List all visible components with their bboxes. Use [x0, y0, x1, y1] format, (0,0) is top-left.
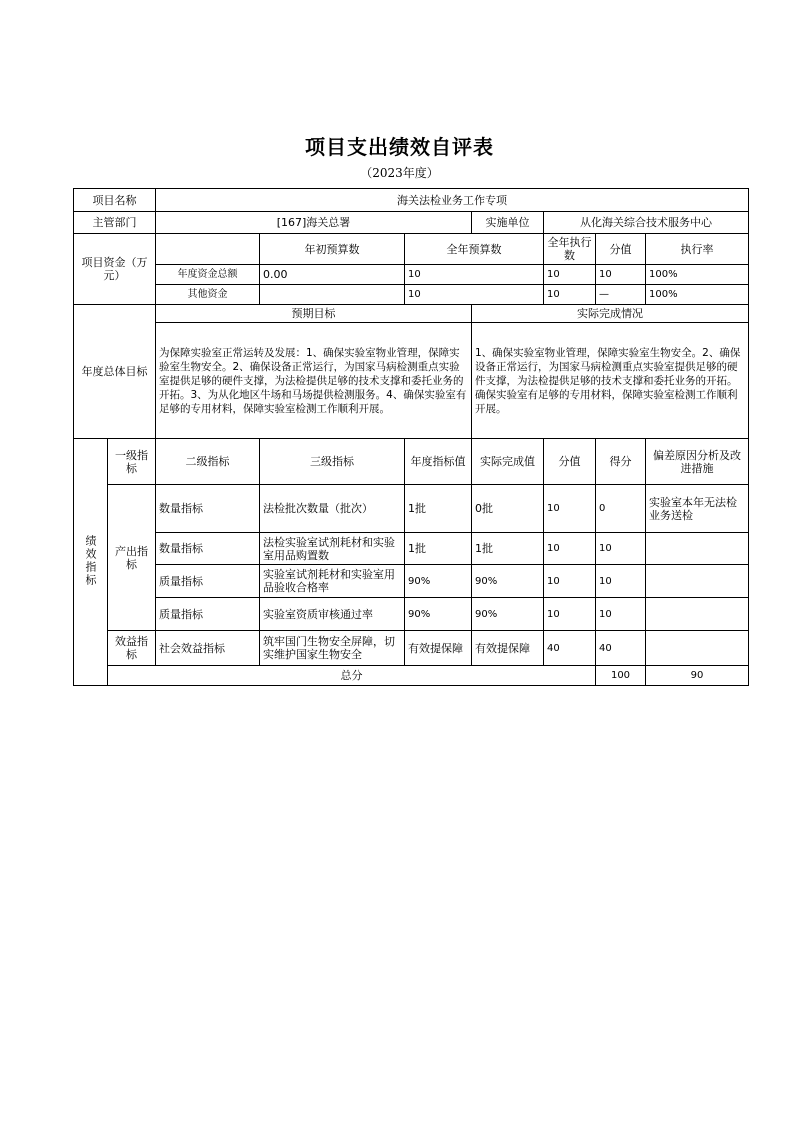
funds-header-initial-budget: 年初预算数 — [260, 234, 405, 265]
funds-other-row — [74, 285, 749, 305]
funds-header-annual-budget: 全年预算数 — [405, 234, 544, 265]
perf-target: 有效提保障 — [405, 631, 472, 666]
funds-total-row — [74, 265, 749, 285]
dept-value: [167]海关总署 — [156, 212, 472, 234]
perf-reason — [646, 565, 749, 598]
page-subtitle: （2023年度） — [360, 166, 439, 180]
actual-completion-text: 1、确保实验室物业管理，保障实验室生物安全。2、确保设备正常运行，为国家马病检测重点实验室提供足够的硬件支撑，为法检提供足够的技术支撑和委托业务的开拓。确保实验室有足够的专用材料，保障实验室检测工作顺利开展。 — [472, 323, 749, 439]
total-score-value: 100 — [596, 666, 646, 686]
impl-unit-value: 从化海关综合技术服务中心 — [544, 212, 749, 234]
funds-header-executed: 全年执行数 — [544, 234, 596, 265]
perf-target: 90% — [405, 565, 472, 598]
goals-header-row — [74, 305, 749, 323]
perf-score-value: 10 — [544, 485, 596, 533]
perf-header-target: 年度指标值 — [405, 439, 472, 485]
perf-level3: 实验室资质审核通过率 — [260, 598, 405, 631]
perf-reason — [646, 533, 749, 565]
table-row — [74, 631, 749, 666]
funds-cell: 10 — [596, 265, 646, 285]
funds-label: 项目资金（万元） — [74, 234, 156, 305]
perf-level2: 质量指标 — [156, 565, 260, 598]
perf-header-level2: 二级指标 — [156, 439, 260, 485]
goals-label: 年度总体目标 — [74, 305, 156, 439]
perf-header-actual: 实际完成值 — [472, 439, 544, 485]
perf-level3: 实验室试剂耗材和实验室用品验收合格率 — [260, 565, 405, 598]
performance-label-text: 绩效指标 — [84, 534, 97, 587]
funds-cell: 10 — [405, 265, 544, 285]
total-label: 总分 — [108, 666, 596, 686]
table-row — [74, 533, 749, 565]
table-row — [74, 598, 749, 631]
performance-header-row — [74, 439, 749, 485]
evaluation-table — [73, 188, 749, 686]
funds-header-row — [74, 234, 749, 265]
perf-target: 1批 — [405, 485, 472, 533]
funds-header-exec-rate: 执行率 — [646, 234, 749, 265]
funds-cell: 100% — [646, 285, 749, 305]
perf-actual: 有效提保障 — [472, 631, 544, 666]
benefit-indicator-label: 效益指标 — [108, 631, 156, 666]
output-indicator-label: 产出指标 — [108, 485, 156, 631]
project-name-row — [74, 189, 749, 212]
perf-level3: 法检实验室试剂耗材和实验室用品购置数 — [260, 533, 405, 565]
funds-cell: 10 — [544, 285, 596, 305]
perf-reason — [646, 631, 749, 666]
perf-level2: 数量指标 — [156, 533, 260, 565]
perf-target: 1批 — [405, 533, 472, 565]
perf-reason: 实验室本年无法检业务送检 — [646, 485, 749, 533]
perf-level2: 社会效益指标 — [156, 631, 260, 666]
total-score: 90 — [646, 666, 749, 686]
perf-actual: 90% — [472, 598, 544, 631]
expected-goal-header: 预期目标 — [156, 305, 472, 323]
funds-cell: — — [596, 285, 646, 305]
performance-label — [74, 439, 108, 686]
perf-score: 10 — [596, 533, 646, 565]
funds-cell: 10 — [544, 265, 596, 285]
perf-header-level3: 三级指标 — [260, 439, 405, 485]
table-row — [74, 565, 749, 598]
perf-score: 0 — [596, 485, 646, 533]
perf-actual: 90% — [472, 565, 544, 598]
funds-row-label: 年度资金总额 — [156, 265, 260, 285]
perf-score: 40 — [596, 631, 646, 666]
perf-level2: 数量指标 — [156, 485, 260, 533]
total-row — [74, 666, 749, 686]
perf-score-value: 10 — [544, 565, 596, 598]
funds-header-score-value: 分值 — [596, 234, 646, 265]
expected-goal-text: 为保障实验室正常运转及发展：1、确保实验室物业管理，保障实验室生物安全。2、确保设备正常运行，为国家马病检测重点实验室提供足够的硬件支撑，为法检提供足够的技术支撑和委托业务的开拓。3、为从化地区牛场和马场提供检测服务。4、确保实验室有足够的专用材料，保障实验室检测工作顺利开展。 — [156, 323, 472, 439]
perf-header-level1: 一级指标 — [108, 439, 156, 485]
funds-row-label: 其他资金 — [156, 285, 260, 305]
perf-level3: 法检批次数量（批次） — [260, 485, 405, 533]
funds-header-blank — [156, 234, 260, 265]
perf-header-score: 得分 — [596, 439, 646, 485]
impl-unit-label: 实施单位 — [472, 212, 544, 234]
perf-reason — [646, 598, 749, 631]
perf-header-reason: 偏差原因分析及改进措施 — [646, 439, 749, 485]
perf-score-value: 10 — [544, 533, 596, 565]
table-row — [74, 485, 749, 533]
perf-level3: 筑牢国门生物安全屏障，切实维护国家生物安全 — [260, 631, 405, 666]
perf-actual: 0批 — [472, 485, 544, 533]
funds-cell: 100% — [646, 265, 749, 285]
perf-actual: 1批 — [472, 533, 544, 565]
funds-cell: 10 — [405, 285, 544, 305]
project-name-label: 项目名称 — [74, 189, 156, 212]
department-row — [74, 212, 749, 234]
dept-label: 主管部门 — [74, 212, 156, 234]
perf-header-score-value: 分值 — [544, 439, 596, 485]
perf-target: 90% — [405, 598, 472, 631]
perf-score: 10 — [596, 598, 646, 631]
page-title: 项目支出绩效自评表 — [305, 135, 494, 159]
perf-score-value: 40 — [544, 631, 596, 666]
funds-cell: 0.00 — [260, 265, 405, 285]
perf-score-value: 10 — [544, 598, 596, 631]
perf-level2: 质量指标 — [156, 598, 260, 631]
perf-score: 10 — [596, 565, 646, 598]
funds-cell — [260, 285, 405, 305]
project-name-value: 海关法检业务工作专项 — [156, 189, 749, 212]
goals-content-row — [74, 323, 749, 439]
actual-completion-header: 实际完成情况 — [472, 305, 749, 323]
